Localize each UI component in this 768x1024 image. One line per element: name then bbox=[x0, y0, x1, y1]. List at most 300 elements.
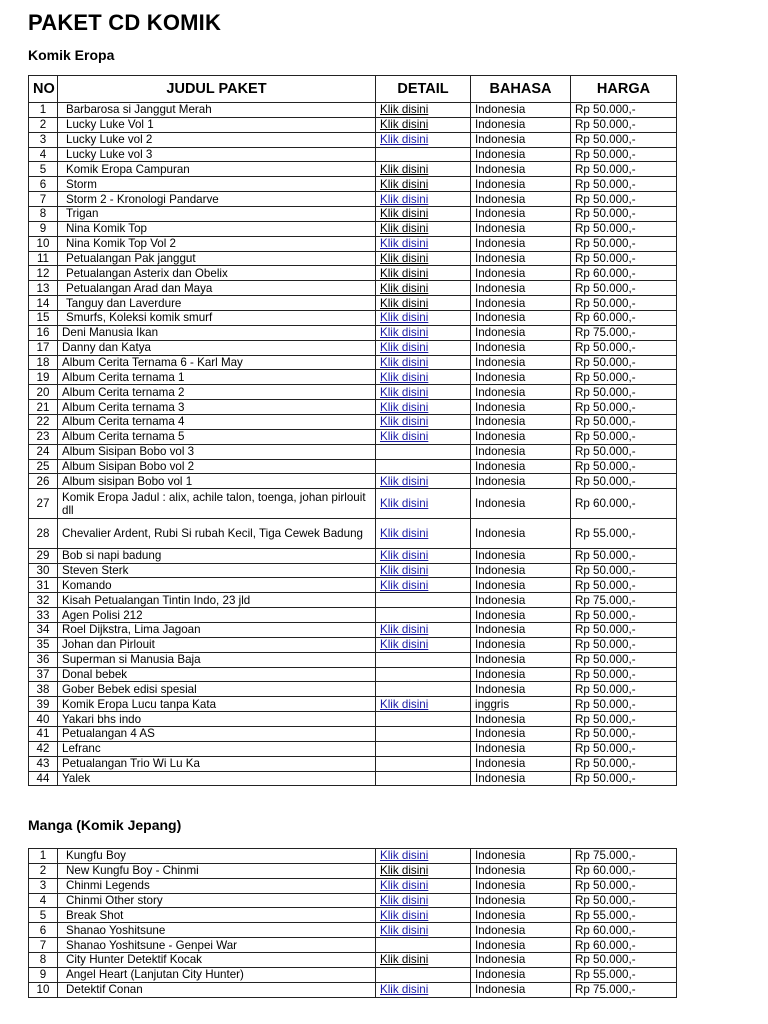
language: Indonesia bbox=[471, 727, 571, 742]
table-row bbox=[29, 385, 677, 400]
row-number: 33 bbox=[29, 608, 58, 623]
row-number: 29 bbox=[29, 548, 58, 563]
price: Rp 60.000,- bbox=[571, 863, 677, 878]
table-row bbox=[29, 923, 677, 938]
detail-link[interactable]: Klik disini bbox=[380, 222, 429, 236]
detail-cell bbox=[376, 548, 471, 563]
row-number: 3 bbox=[29, 878, 58, 893]
language: Indonesia bbox=[471, 652, 571, 667]
table-row bbox=[29, 489, 677, 519]
table-row bbox=[29, 652, 677, 667]
language: Indonesia bbox=[471, 623, 571, 638]
language: Indonesia bbox=[471, 519, 571, 549]
table-row bbox=[29, 266, 677, 281]
language: Indonesia bbox=[471, 893, 571, 908]
language: Indonesia bbox=[471, 296, 571, 311]
package-title: Tanguy dan Laverdure bbox=[58, 296, 376, 311]
row-number: 40 bbox=[29, 712, 58, 727]
table-row bbox=[29, 192, 677, 207]
price: Rp 50.000,- bbox=[571, 207, 677, 222]
detail-cell bbox=[376, 251, 471, 266]
row-number: 32 bbox=[29, 593, 58, 608]
package-title: Donal bebek bbox=[58, 667, 376, 682]
table-row bbox=[29, 147, 677, 162]
language: Indonesia bbox=[471, 444, 571, 459]
detail-cell bbox=[376, 355, 471, 370]
detail-cell bbox=[376, 771, 471, 786]
price: Rp 50.000,- bbox=[571, 608, 677, 623]
table-row bbox=[29, 162, 677, 177]
price: Rp 50.000,- bbox=[571, 192, 677, 207]
table-row bbox=[29, 878, 677, 893]
language: Indonesia bbox=[471, 849, 571, 864]
language: Indonesia bbox=[471, 771, 571, 786]
detail-cell bbox=[376, 340, 471, 355]
header-no: NO bbox=[29, 76, 58, 103]
detail-cell bbox=[376, 578, 471, 593]
price: Rp 60.000,- bbox=[571, 266, 677, 281]
price: Rp 50.000,- bbox=[571, 771, 677, 786]
language: Indonesia bbox=[471, 489, 571, 519]
table-header-row bbox=[29, 76, 677, 103]
row-number: 8 bbox=[29, 207, 58, 222]
price: Rp 60.000,- bbox=[571, 311, 677, 326]
detail-link[interactable]: Klik disini bbox=[380, 430, 429, 444]
package-title: Lucky Luke Vol 1 bbox=[58, 117, 376, 132]
row-number: 23 bbox=[29, 429, 58, 444]
row-number: 13 bbox=[29, 281, 58, 296]
package-title: Gober Bebek edisi spesial bbox=[58, 682, 376, 697]
package-title: Komando bbox=[58, 578, 376, 593]
language: Indonesia bbox=[471, 325, 571, 340]
detail-cell bbox=[376, 236, 471, 251]
row-number: 35 bbox=[29, 637, 58, 652]
row-number: 6 bbox=[29, 923, 58, 938]
table-row bbox=[29, 370, 677, 385]
detail-cell bbox=[376, 177, 471, 192]
language: Indonesia bbox=[471, 593, 571, 608]
price: Rp 50.000,- bbox=[571, 340, 677, 355]
row-number: 2 bbox=[29, 863, 58, 878]
price: Rp 50.000,- bbox=[571, 548, 677, 563]
row-number: 4 bbox=[29, 893, 58, 908]
table-row bbox=[29, 325, 677, 340]
price: Rp 50.000,- bbox=[571, 415, 677, 430]
language: Indonesia bbox=[471, 637, 571, 652]
row-number: 2 bbox=[29, 117, 58, 132]
language: Indonesia bbox=[471, 117, 571, 132]
detail-cell bbox=[376, 132, 471, 147]
detail-cell bbox=[376, 429, 471, 444]
price: Rp 50.000,- bbox=[571, 236, 677, 251]
language: Indonesia bbox=[471, 878, 571, 893]
package-title: Angel Heart (Lanjutan City Hunter) bbox=[58, 967, 376, 982]
detail-cell bbox=[376, 325, 471, 340]
package-title: Yalek bbox=[58, 771, 376, 786]
language: Indonesia bbox=[471, 221, 571, 236]
price: Rp 50.000,- bbox=[571, 147, 677, 162]
table-row bbox=[29, 667, 677, 682]
row-number: 18 bbox=[29, 355, 58, 370]
detail-cell bbox=[376, 652, 471, 667]
table-row bbox=[29, 967, 677, 982]
row-number: 37 bbox=[29, 667, 58, 682]
package-title: Chinmi Other story bbox=[58, 893, 376, 908]
language: Indonesia bbox=[471, 667, 571, 682]
price: Rp 50.000,- bbox=[571, 637, 677, 652]
detail-link[interactable]: Klik disini bbox=[380, 894, 429, 907]
detail-cell bbox=[376, 281, 471, 296]
detail-cell bbox=[376, 756, 471, 771]
komik-eropa-table bbox=[28, 75, 677, 786]
package-title: Lucky Luke vol 3 bbox=[58, 147, 376, 162]
language: Indonesia bbox=[471, 459, 571, 474]
detail-link[interactable]: Klik disini bbox=[380, 356, 429, 370]
package-title: Album Cerita ternama 3 bbox=[58, 400, 376, 415]
language: Indonesia bbox=[471, 340, 571, 355]
package-title: Kungfu Boy bbox=[58, 849, 376, 864]
price: Rp 50.000,- bbox=[571, 385, 677, 400]
package-title: Lucky Luke vol 2 bbox=[58, 132, 376, 147]
package-title: Nina Komik Top bbox=[58, 221, 376, 236]
language: Indonesia bbox=[471, 162, 571, 177]
row-number: 5 bbox=[29, 162, 58, 177]
detail-cell bbox=[376, 459, 471, 474]
detail-link[interactable]: Klik disini bbox=[380, 923, 429, 937]
language: Indonesia bbox=[471, 236, 571, 251]
detail-link[interactable]: Klik disini bbox=[380, 879, 429, 893]
detail-cell bbox=[376, 667, 471, 682]
table-row bbox=[29, 908, 677, 923]
header-judul-paket: JUDUL PAKET bbox=[58, 76, 376, 103]
detail-cell bbox=[376, 192, 471, 207]
row-number: 20 bbox=[29, 385, 58, 400]
package-title: Deni Manusia Ikan bbox=[58, 325, 376, 340]
price: Rp 50.000,- bbox=[571, 741, 677, 756]
package-title: Nina Komik Top Vol 2 bbox=[58, 236, 376, 251]
language: Indonesia bbox=[471, 147, 571, 162]
detail-link[interactable]: Klik disini bbox=[380, 252, 429, 266]
table-row bbox=[29, 221, 677, 236]
row-number: 7 bbox=[29, 938, 58, 953]
price: Rp 50.000,- bbox=[571, 893, 677, 908]
price: Rp 50.000,- bbox=[571, 400, 677, 415]
language: Indonesia bbox=[471, 177, 571, 192]
detail-link[interactable]: Klik disini bbox=[380, 578, 429, 592]
detail-cell bbox=[376, 593, 471, 608]
price: Rp 55.000,- bbox=[571, 519, 677, 549]
table-row bbox=[29, 429, 677, 444]
detail-link[interactable]: Klik disini bbox=[380, 341, 429, 355]
package-title: Petualangan 4 AS bbox=[58, 727, 376, 742]
detail-link[interactable]: Klik disini bbox=[380, 526, 429, 540]
price: Rp 50.000,- bbox=[571, 251, 677, 266]
table-row bbox=[29, 132, 677, 147]
row-number: 25 bbox=[29, 459, 58, 474]
detail-link[interactable]: Klik disini bbox=[380, 237, 429, 251]
price: Rp 50.000,- bbox=[571, 652, 677, 667]
package-title: Detektif Conan bbox=[58, 982, 376, 997]
row-number: 15 bbox=[29, 311, 58, 326]
detail-link[interactable]: Klik disini bbox=[380, 638, 429, 652]
row-number: 28 bbox=[29, 519, 58, 549]
detail-cell bbox=[376, 967, 471, 982]
price: Rp 50.000,- bbox=[571, 756, 677, 771]
detail-cell bbox=[376, 697, 471, 712]
price: Rp 50.000,- bbox=[571, 296, 677, 311]
row-number: 1 bbox=[29, 849, 58, 864]
detail-cell bbox=[376, 712, 471, 727]
package-title: Danny dan Katya bbox=[58, 340, 376, 355]
table-row bbox=[29, 727, 677, 742]
header-bahasa: BAHASA bbox=[471, 76, 571, 103]
table-row bbox=[29, 548, 677, 563]
package-title: Kisah Petualangan Tintin Indo, 23 jld bbox=[58, 593, 376, 608]
table-row bbox=[29, 415, 677, 430]
detail-cell bbox=[376, 741, 471, 756]
row-number: 19 bbox=[29, 370, 58, 385]
detail-cell bbox=[376, 207, 471, 222]
detail-link[interactable]: Klik disini bbox=[380, 983, 429, 997]
language: Indonesia bbox=[471, 756, 571, 771]
row-number: 39 bbox=[29, 697, 58, 712]
detail-link[interactable]: Klik disini bbox=[380, 953, 429, 967]
detail-link[interactable]: Klik disini bbox=[380, 192, 429, 206]
detail-cell bbox=[376, 623, 471, 638]
row-number: 30 bbox=[29, 563, 58, 578]
detail-link[interactable]: Klik disini bbox=[380, 497, 429, 511]
detail-link[interactable]: Klik disini bbox=[380, 697, 429, 711]
row-number: 41 bbox=[29, 727, 58, 742]
detail-link[interactable]: Klik disini bbox=[380, 103, 429, 117]
detail-cell bbox=[376, 953, 471, 968]
table-row bbox=[29, 474, 677, 489]
table-row bbox=[29, 177, 677, 192]
header-detail: DETAIL bbox=[376, 76, 471, 103]
table-row bbox=[29, 756, 677, 771]
row-number: 1 bbox=[29, 103, 58, 118]
price: Rp 50.000,- bbox=[571, 682, 677, 697]
detail-cell bbox=[376, 489, 471, 519]
table-row bbox=[29, 938, 677, 953]
detail-link[interactable]: Klik disini bbox=[380, 415, 429, 429]
detail-link[interactable]: Klik disini bbox=[380, 849, 429, 863]
language: Indonesia bbox=[471, 311, 571, 326]
language: Indonesia bbox=[471, 474, 571, 489]
package-title: Agen Polisi 212 bbox=[58, 608, 376, 623]
detail-cell bbox=[376, 682, 471, 697]
package-title: Trigan bbox=[58, 207, 376, 222]
row-number: 31 bbox=[29, 578, 58, 593]
language: Indonesia bbox=[471, 429, 571, 444]
table-row bbox=[29, 849, 677, 864]
price: Rp 50.000,- bbox=[571, 459, 677, 474]
table-row bbox=[29, 281, 677, 296]
language: Indonesia bbox=[471, 192, 571, 207]
table-row bbox=[29, 697, 677, 712]
detail-cell bbox=[376, 400, 471, 415]
package-title: City Hunter Detektif Kocak bbox=[58, 953, 376, 968]
row-number: 12 bbox=[29, 266, 58, 281]
section-heading-komik-eropa: Komik Eropa bbox=[28, 47, 115, 63]
package-title: Petualangan Asterix dan Obelix bbox=[58, 266, 376, 281]
detail-cell bbox=[376, 221, 471, 236]
detail-cell bbox=[376, 893, 471, 908]
row-number: 10 bbox=[29, 982, 58, 997]
package-title: Album Cerita ternama 5 bbox=[58, 429, 376, 444]
language: Indonesia bbox=[471, 548, 571, 563]
table-row bbox=[29, 236, 677, 251]
package-title: Album Cerita Ternama 6 - Karl May bbox=[58, 355, 376, 370]
table-row bbox=[29, 296, 677, 311]
row-number: 24 bbox=[29, 444, 58, 459]
language: Indonesia bbox=[471, 741, 571, 756]
detail-link[interactable]: Klik disini bbox=[380, 474, 429, 488]
price: Rp 55.000,- bbox=[571, 967, 677, 982]
package-title: Johan dan Pirlouit bbox=[58, 637, 376, 652]
language: Indonesia bbox=[471, 608, 571, 623]
table-row bbox=[29, 340, 677, 355]
language: Indonesia bbox=[471, 967, 571, 982]
row-number: 8 bbox=[29, 953, 58, 968]
price: Rp 50.000,- bbox=[571, 563, 677, 578]
price: Rp 50.000,- bbox=[571, 281, 677, 296]
detail-link[interactable]: Klik disini bbox=[380, 207, 429, 221]
detail-cell bbox=[376, 444, 471, 459]
table-row bbox=[29, 251, 677, 266]
row-number: 36 bbox=[29, 652, 58, 667]
row-number: 9 bbox=[29, 221, 58, 236]
row-number: 43 bbox=[29, 756, 58, 771]
row-number: 11 bbox=[29, 251, 58, 266]
detail-cell bbox=[376, 266, 471, 281]
table-row bbox=[29, 608, 677, 623]
package-title: Album Cerita ternama 2 bbox=[58, 385, 376, 400]
price: Rp 50.000,- bbox=[571, 623, 677, 638]
package-title: Chinmi Legends bbox=[58, 878, 376, 893]
detail-link[interactable]: Klik disini bbox=[380, 564, 429, 577]
detail-link[interactable]: Klik disini bbox=[380, 177, 429, 191]
detail-cell bbox=[376, 608, 471, 623]
price: Rp 50.000,- bbox=[571, 117, 677, 132]
detail-cell bbox=[376, 923, 471, 938]
language: Indonesia bbox=[471, 281, 571, 296]
table-row bbox=[29, 519, 677, 549]
detail-link[interactable]: Klik disini bbox=[380, 118, 429, 132]
row-number: 16 bbox=[29, 325, 58, 340]
detail-link[interactable]: Klik disini bbox=[380, 864, 429, 878]
detail-link[interactable]: Klik disini bbox=[380, 385, 429, 399]
package-title: Album Cerita ternama 4 bbox=[58, 415, 376, 430]
row-number: 3 bbox=[29, 132, 58, 147]
price: Rp 60.000,- bbox=[571, 938, 677, 953]
price: Rp 60.000,- bbox=[571, 489, 677, 519]
package-title: Chevalier Ardent, Rubi Si rubah Kecil, Tiga Cewek Badung bbox=[58, 519, 376, 549]
package-title: Petualangan Pak janggut bbox=[58, 251, 376, 266]
detail-link[interactable]: Klik disini bbox=[380, 623, 429, 637]
package-title: Lefranc bbox=[58, 741, 376, 756]
package-title: Bob si napi badung bbox=[58, 548, 376, 563]
language: Indonesia bbox=[471, 400, 571, 415]
language: Indonesia bbox=[471, 712, 571, 727]
language: Indonesia bbox=[471, 370, 571, 385]
package-title: Album sisipan Bobo vol 1 bbox=[58, 474, 376, 489]
detail-link[interactable]: Klik disini bbox=[380, 326, 429, 340]
row-number: 10 bbox=[29, 236, 58, 251]
table-row bbox=[29, 593, 677, 608]
detail-link[interactable]: Klik disini bbox=[380, 400, 429, 414]
package-title: Roel Dijkstra, Lima Jagoan bbox=[58, 623, 376, 638]
price: Rp 50.000,- bbox=[571, 370, 677, 385]
language: Indonesia bbox=[471, 938, 571, 953]
table-row bbox=[29, 623, 677, 638]
price: Rp 50.000,- bbox=[571, 697, 677, 712]
table-row bbox=[29, 563, 677, 578]
language: Indonesia bbox=[471, 103, 571, 118]
row-number: 14 bbox=[29, 296, 58, 311]
detail-cell bbox=[376, 296, 471, 311]
package-title: Album Sisipan Bobo vol 3 bbox=[58, 444, 376, 459]
package-title: Shanao Yoshitsune bbox=[58, 923, 376, 938]
language: Indonesia bbox=[471, 982, 571, 997]
package-title: Komik Eropa Lucu tanpa Kata bbox=[58, 697, 376, 712]
detail-link[interactable]: Klik disini bbox=[380, 296, 429, 310]
language: Indonesia bbox=[471, 385, 571, 400]
language: Indonesia bbox=[471, 682, 571, 697]
detail-link[interactable]: Klik disini bbox=[380, 908, 429, 922]
detail-link[interactable]: Klik disini bbox=[380, 281, 429, 295]
package-title: New Kungfu Boy - Chinmi bbox=[58, 863, 376, 878]
row-number: 6 bbox=[29, 177, 58, 192]
row-number: 9 bbox=[29, 967, 58, 982]
detail-link[interactable]: Klik disini bbox=[380, 162, 429, 176]
price: Rp 60.000,- bbox=[571, 923, 677, 938]
detail-link[interactable]: Klik disini bbox=[380, 549, 429, 563]
package-title: Petualangan Arad dan Maya bbox=[58, 281, 376, 296]
table-row bbox=[29, 953, 677, 968]
price: Rp 75.000,- bbox=[571, 982, 677, 997]
detail-cell bbox=[376, 162, 471, 177]
table-row bbox=[29, 741, 677, 756]
row-number: 7 bbox=[29, 192, 58, 207]
header-harga: HARGA bbox=[571, 76, 677, 103]
table-row bbox=[29, 311, 677, 326]
language: inggris bbox=[471, 697, 571, 712]
table-row bbox=[29, 863, 677, 878]
table-row bbox=[29, 682, 677, 697]
row-number: 38 bbox=[29, 682, 58, 697]
package-title: Yakari bhs indo bbox=[58, 712, 376, 727]
detail-link[interactable]: Klik disini bbox=[380, 311, 429, 325]
package-title: Storm bbox=[58, 177, 376, 192]
price: Rp 50.000,- bbox=[571, 103, 677, 118]
package-title: Steven Sterk bbox=[58, 563, 376, 578]
detail-link[interactable]: Klik disini bbox=[380, 370, 429, 384]
table-row bbox=[29, 444, 677, 459]
row-number: 26 bbox=[29, 474, 58, 489]
package-title: Superman si Manusia Baja bbox=[58, 652, 376, 667]
package-title: Komik Eropa Campuran bbox=[58, 162, 376, 177]
price: Rp 50.000,- bbox=[571, 162, 677, 177]
package-title: Barbarosa si Janggut Merah bbox=[58, 103, 376, 118]
detail-link[interactable]: Klik disini bbox=[380, 266, 429, 280]
language: Indonesia bbox=[471, 578, 571, 593]
detail-cell bbox=[376, 563, 471, 578]
price: Rp 50.000,- bbox=[571, 578, 677, 593]
language: Indonesia bbox=[471, 923, 571, 938]
detail-link[interactable]: Klik disini bbox=[380, 133, 429, 147]
detail-cell bbox=[376, 938, 471, 953]
